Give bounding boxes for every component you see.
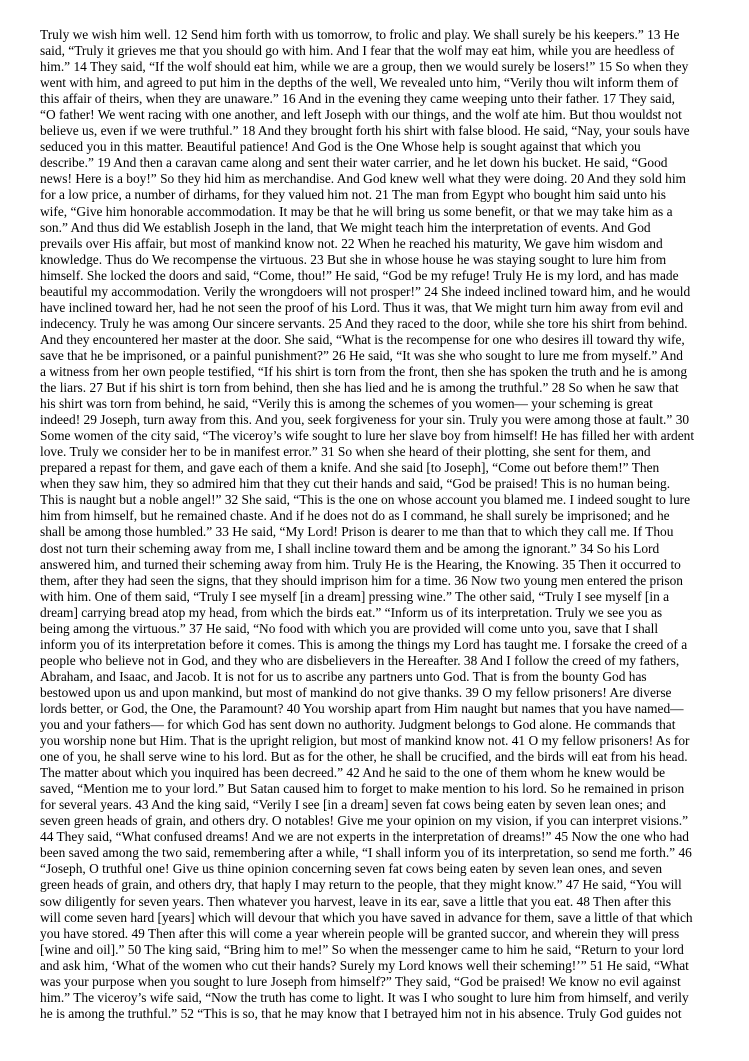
text-line: seduced you in this matter. Beautiful patience! And God is the One Whose help is sought against that which you [40, 139, 641, 155]
text-line: this affair of theirs, when they are unaware.” 16 And in the evening they came weeping unto their father. 17 They said, [40, 91, 675, 107]
text-line: bestowed upon us and upon mankind, but most of mankind do not give thanks. 39 O my fellow prisoners! Are diverse [40, 684, 672, 700]
text-line: “Joseph, O truthful one! Give us thine opinion concerning seven fat cows being eaten by seven lean ones, and seven [40, 861, 663, 877]
text-line: and ask him, ‘What of the women who cut their hands? Surely my Lord knows well their scheming!’” 51 He said, “What [40, 957, 689, 973]
text-line: have inclined toward her, had he not seen the proof of his Lord. Thus it was, that We might turn him away from evil and [40, 299, 684, 315]
text-line: them, after they had seen the signs, that they should imprison him for a time. 36 Now two young men entered the prison [40, 572, 683, 588]
text-line: being among the virtuous.” 37 He said, “No food with which you are provided will come unto you, save that I shall [40, 620, 659, 636]
text-line: himself. She locked the doors and said, “Come, thou!” He said, “God be my refuge! Truly He is my lord, and has made [40, 267, 679, 283]
text-line: a witness from her own people testified, “If his shirt is torn from the front, then she has spoken the truth and he is among [40, 363, 688, 379]
text-line: love. Truly we consider her to be in manifest error.” 31 So when she heard of their plotting, she sent for them, and [40, 444, 651, 460]
text-line: believe us, even if we were truthful.” 18 And they brought forth his shirt with false blood. He said, “Nay, your souls have [40, 123, 690, 139]
text-line: news! Here is a boy!” So they hid him as merchandise. And God knew well what they were doing. 20 And they sold him [40, 171, 686, 187]
text-line: you and your fathers— for which God has sent down no authority. Judgment belongs to God alone. He commands that [40, 717, 676, 733]
text-line: him.” 14 They said, “If the wolf should eat him, while we are a group, then we would surely be losers!” 15 So when they [40, 59, 689, 75]
text-line: Some women of the city said, “The viceroy’s wife sought to lure her slave boy from himself! He has filled her with ardent [40, 428, 695, 444]
text-line: 44 They said, “What confused dreams! And we are not experts in the interpretation of dreams!” 45 Now the one who had [40, 829, 689, 845]
text-line: sow diligently for seven years. Then whatever you harvest, leave in its ear, save a little that you eat. 48 Then after this [40, 893, 672, 909]
text-line: son.” And thus did We establish Joseph in the land, that We might teach him the interpretation of events. And God [40, 219, 651, 235]
text-line: you worship none but Him. That is the upright religion, but most of mankind know not. 41 O my fellow prisoners! As for [40, 733, 690, 749]
text-line: beautiful my accommodation. Verily the wrongdoers will not prosper!” 24 She indeed inclined toward him, and he would [40, 283, 691, 299]
text-line: And they encountered her master at the door. She said, “What is the recompense for one who desires ill toward thy wife, [40, 331, 685, 347]
text-line: indeed! 29 Joseph, turn away from this. And you, seek forgiveness for your sin. Truly you were among those at fault.” 30 [40, 412, 690, 428]
text-line: him from himself, but he remained chaste. And if he does not do as I command, he shall surely be imprisoned; and he [40, 508, 670, 524]
text-line: with him. One of them said, “Truly I see myself [in a dream] pressing wine.” The other said, “Truly I see myself [in a [40, 588, 670, 604]
text-line: answered him, and turned their scheming away from him. Truly He is the Hearing, the Knowing. 35 Then it occurred to [40, 556, 681, 572]
text-line: saved, “Mention me to your lord.” But Satan caused him to forget to make mention to his lord. So he remained in prison [40, 781, 685, 797]
text-line: seven green heads of grain, and others dry. O notables! Give me your opinion on my vision, if you can interpret visions.” [40, 813, 689, 829]
text-line: save that he be imprisoned, or a painful punishment?” 26 He said, “It was she who sought to lure me from myself.” And [40, 347, 683, 363]
text-line: dost not turn their scheming away from me, I shall incline toward them and be among the ignorant.” 34 So his Lord [40, 540, 660, 556]
text-line: Abraham, and Isaac, and Jacob. It is not for us to ascribe any partners unto God. That is from the bounty God has [40, 668, 647, 684]
text-line: when they saw him, they so admired him that they cut their hands and said, “God be praised! This is no human being. [40, 476, 671, 492]
text-line: [wine and oil].” 50 The king said, “Bring him to me!” So when the messenger came to him he said, “Return to your lord [40, 941, 684, 957]
text-line: people who believe not in God, and they who are disbelievers in the Hereafter. 38 And I follow the creed of my fathers, [40, 652, 680, 668]
text-line: dream] carrying bread atop my head, from which the birds eat.” “Inform us of its interpretation. Truly we see you as [40, 604, 663, 620]
text-line: This is naught but a noble angel!” 32 She said, “This is the one on whose account you blamed me. I indeed sought to lure [40, 492, 691, 508]
text-line: The matter about which you inquired has been decreed.” 42 And he said to the one of them whom he knew would be [40, 765, 666, 781]
text-line: his shirt was torn from behind, he said, “Verily this is among the schemes of you women— your scheming is great [40, 396, 653, 412]
text-line: for a low price, a number of dirhams, for they valued him not. 21 The man from Egypt who bought him said unto his [40, 187, 667, 203]
text-line: inform you of its interpretation before it comes. This is among the things my Lord has taught me. I forsake the creed of a [40, 636, 688, 652]
text-line: him.” The viceroy’s wife said, “Now the truth has come to light. It was I who sought to lure him from himself, and verily [40, 989, 689, 1005]
text-line: he is among the truthful.” 52 “This is so, that he may know that I betrayed him not in his absence. Truly God guides not [40, 1005, 682, 1021]
text-line: Truly we wish him well. 12 Send him forth with us tomorrow, to frolic and play. We shall surely be his keepers.” 13 He [40, 27, 680, 42]
text-line: been saved among the two said, remembering after a while, “I shall inform you of its interpretation, so send me forth.” 46 [40, 845, 692, 861]
text-line: prevails over His affair, but most of mankind know not. 22 When he reached his maturity, We gave him wisdom and [40, 235, 663, 251]
text-line: for several years. 43 And the king said, “Verily I see [in a dream] seven fat cows being eaten by seven lean ones; and [40, 797, 666, 813]
text-line: one of you, he shall serve wine to his lord. But as for the other, he shall be crucified, and the birds will eat from his head. [40, 749, 688, 765]
text-line: was your purpose when you sought to lure Joseph from himself?” They said, “God be praised! We know no evil against [40, 973, 681, 989]
text-line: prepared a repast for them, and gave each of them a knife. And she said [to Joseph], “Come out before them!” Then [40, 460, 660, 476]
text-line: said, “Truly it grieves me that you should go with him. And I fear that the wolf may eat him, while you are heedless of [40, 43, 675, 59]
text-line: “O father! We went racing with one another, and left Joseph with our things, and the wolf ate him. But thou wouldst not [40, 107, 682, 123]
text-line: the liars. 27 But if his shirt is torn from behind, then she has lied and he is among the truthful.” 28 So when he saw that [40, 380, 679, 396]
text-line: knowledge. Thus do We recompense the virtuous. 23 But she in whose house he was staying sought to lure him from [40, 251, 667, 267]
text-line: indecency. Truly he was among Our sincere servants. 25 And they raced to the door, while she tore his shirt from behind. [40, 315, 688, 331]
text-line: will come seven hard [years] which will devour that which you have saved in advance for them, save a little of that which [40, 909, 693, 925]
text-line: shall be among those humbled.” 33 He said, “My Lord! Prison is dearer to me than that to which they call me. If Thou [40, 524, 674, 540]
text-line: wife, “Give him honorable accommodation. It may be that he will bring us some benefit, or that we may take him as a [40, 203, 673, 219]
text-line: went with him, and agreed to put him in the depths of the well, We revealed unto him, “Verily thou wilt inform them of [40, 75, 679, 91]
text-line: green heads of grain, and others dry, that haply I may return to the people, that they might know.” 47 He said, “You will [40, 877, 682, 893]
text-line: lords better, or God, the One, the Paramount? 40 You worship apart from Him naught but names that you have named— [40, 700, 684, 716]
body-text [40, 27, 713, 1022]
text-line: you have stored. 49 Then after this will come a year wherein people will be granted succor, and wherein they will press [40, 925, 680, 941]
text-line: describe.” 19 And then a caravan came along and sent their water carrier, and he let down his bucket. He said, “Good [40, 155, 668, 171]
